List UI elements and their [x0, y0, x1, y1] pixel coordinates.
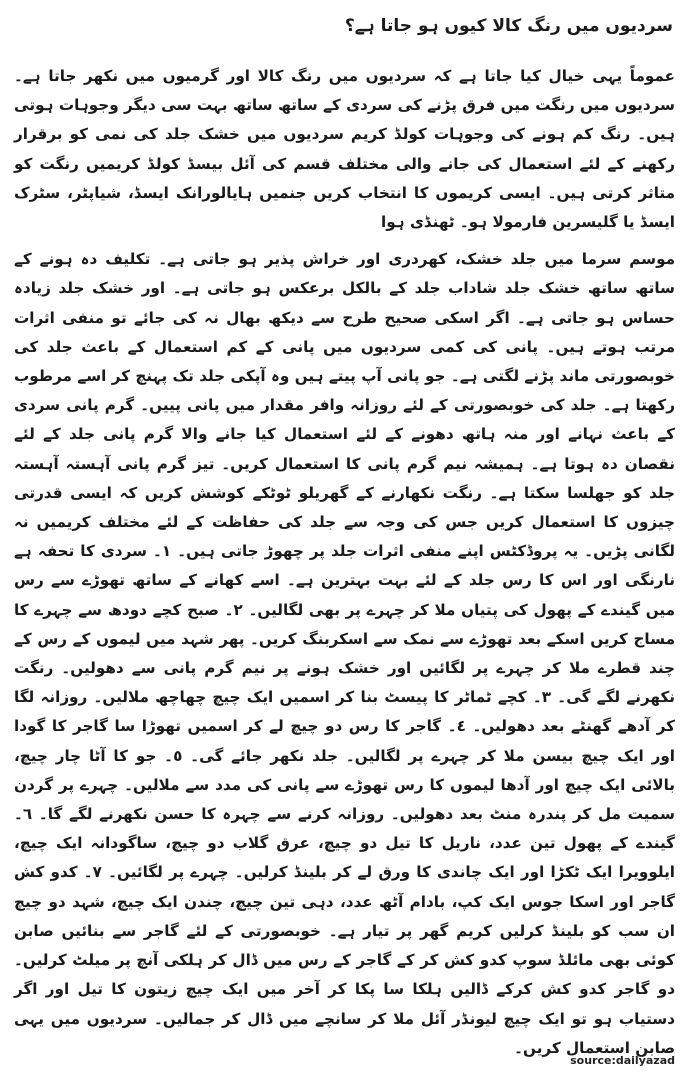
article-paragraph-intro: عموماً یہی خیال کیا جاتا ہے کہ سردیوں میں رنگ کالا اور گرمیوں میں نکھر جاتا ہے۔ سردیوں میں رنگت میں فرق پڑنے کی سردی کے ساتھ ساتھ بہت سی دیگر وجوہات ہوتی ہیں۔ رنگ کم ہونے کی وجوہات کولڈ کریم سردیوں میں خشک جلد کی نمی کو برقرار رکھنے کے لئے استعمال کی جانے والی مختلف قسم کی آئل بیسڈ کولڈ کریمیں رنگت کو متاثر کرتی ہیں۔ ایسی کریموں کا انتخاب کریں جنمیں ہایالورانک ایسڈ، شیاپٹر، سٹرک ایسڈ یا گلیسرین فارمولا ہو۔ ٹھنڈی ہوا	[14, 67, 675, 232]
article-paragraph-body: موسم سرما میں جلد خشک، کھردری اور خراش پذیر ہو جاتی ہے۔ تکلیف دہ ہونے کے ساتھ ساتھ خشک جلد شاداب جلد کے بالکل برعکس ہو جاتی ہے۔ اور خشک جلد زیادہ حساس ہو جاتی ہے۔ اگر اسکی صحیح طرح سے دیکھ بھال نہ کی جائے تو منفی اثرات مرتب ہوتے ہیں۔ پانی کی کمی سردیوں میں پانی کے کم استعمال کے باعث جلد کی خوبصورتی ماند پڑنے لگتی ہے۔ جو پانی آپ پیتے ہیں وہ آپکی جلد تک پہنچ کر اسے مرطوب رکھتا ہے۔ جلد کی خوبصورتی کے لئے روزانہ وافر مقدار میں پانی پییں۔ گرم پانی سردی کے باعث نہانے اور منہ ہاتھ دھونے کے لئے استعمال کیا جانے والا گرم پانی جلد کے لئے نقصان دہ ہوتا ہے۔ ہمیشہ نیم گرم پانی کا استعمال کریں۔ تیز گرم پانی آہستہ آہستہ جلد کو جھلسا سکتا ہے۔ رنگت نکھارنے کے گھریلو ٹوٹکے کوشش کریں کہ ایسی قدرتی چیزوں کا استعمال کریں جس کی وجہ سے جلد کی حفاظت کے لئے مختلف کریمیں نہ لگانی پڑیں۔ یہ پروڈکٹس اپنے منفی اثرات جلد پر چھوڑ جاتی ہیں۔ ١۔ سردی کا تحفہ ہے نارنگی اور اس کا رس جلد کے لئے بہت بہترین ہے۔ اسے کھانے کے ساتھ تھوڑے سے رس میں گیندے کے پھول کی پتیاں ملا کر چہرے پر بھی لگالیں۔ ٢۔ صبح کچے دودھ سے چہرے کا مساج کریں اسکے بعد تھوڑے سے نمک سے اسکربنگ کریں۔ پھر شہد میں لیموں کے رس کے چند قطرے ملا کر چہرے پر لگائیں اور خشک ہونے پر نیم گرم پانی سے دھولیں۔ رنگت نکھرنے لگے گی۔ ٣۔ کچے ٹماٹر کا پیسٹ بنا کر اسمیں ایک چیچ چھاچھ ملالیں۔ روزانہ لگا کر آدھے گھنٹے بعد دھولیں۔ ٤۔ گاجر کا رس دو چیچ لے کر اسمیں تھوڑا سا گاجر کا گودا اور ایک چیچ بیسن ملا کر چہرے پر لگالیں۔ جلد نکھر جائے گی۔ ٥۔ جو کا آٹا چار چیچ، بالائی ایک چیچ اور آدھا لیموں کا رس تھوڑے سے پانی کی مدد سے ملالیں۔ چہرے پر گردن سمیت مل کر پندرہ منٹ بعد دھولیں۔ روزانہ کرنے سے چہرہ کا حسن نکھرنے لگے گا۔ ٦۔ گیندے کے پھول تین عدد، ناریل کا تیل دو چیچ، عرق گلاب دو چیچ، ساگودانہ ایک چیچ، ایلوویرا ایک ٹکڑا اور ایک چاندی کا ورق لے کر بلینڈ کرلیں۔ چہرے پر لگائیں۔ ٧۔ کدو کش گاجر اور اسکا جوس ایک کپ، بادام آٹھ عدد، دہی تین چیچ، چندن ایک چیچ، شہد دو چیچ ان سب کو بلینڈ کرلیں کریم گھر پر تیار ہے۔ خوبصورتی کے لئے گاجر سے بنائیں صابن کوئی بھی مائلڈ سوپ کدو کش کر کے گاجر کے رس میں ڈال کر ہلکی آنچ پر میلٹ کرلیں۔ دو گاجر کدو کش کرکے ڈالیں ہلکا سا پکا کر آخر میں ایک چیچ زیتون کا تیل اور اگر دستیاب ہو تو ایک چیچ لیونڈر آئل ملا کر سانچے میں ڈال کر جمالیں۔ سردیوں میں یہی صابن استعمال کریں۔	[14, 250, 676, 1057]
article-title: سردیوں میں رنگ کالا کیوں ہو جاتا ہے؟	[344, 16, 673, 36]
source-credit: source:dailyazad	[570, 1054, 675, 1067]
